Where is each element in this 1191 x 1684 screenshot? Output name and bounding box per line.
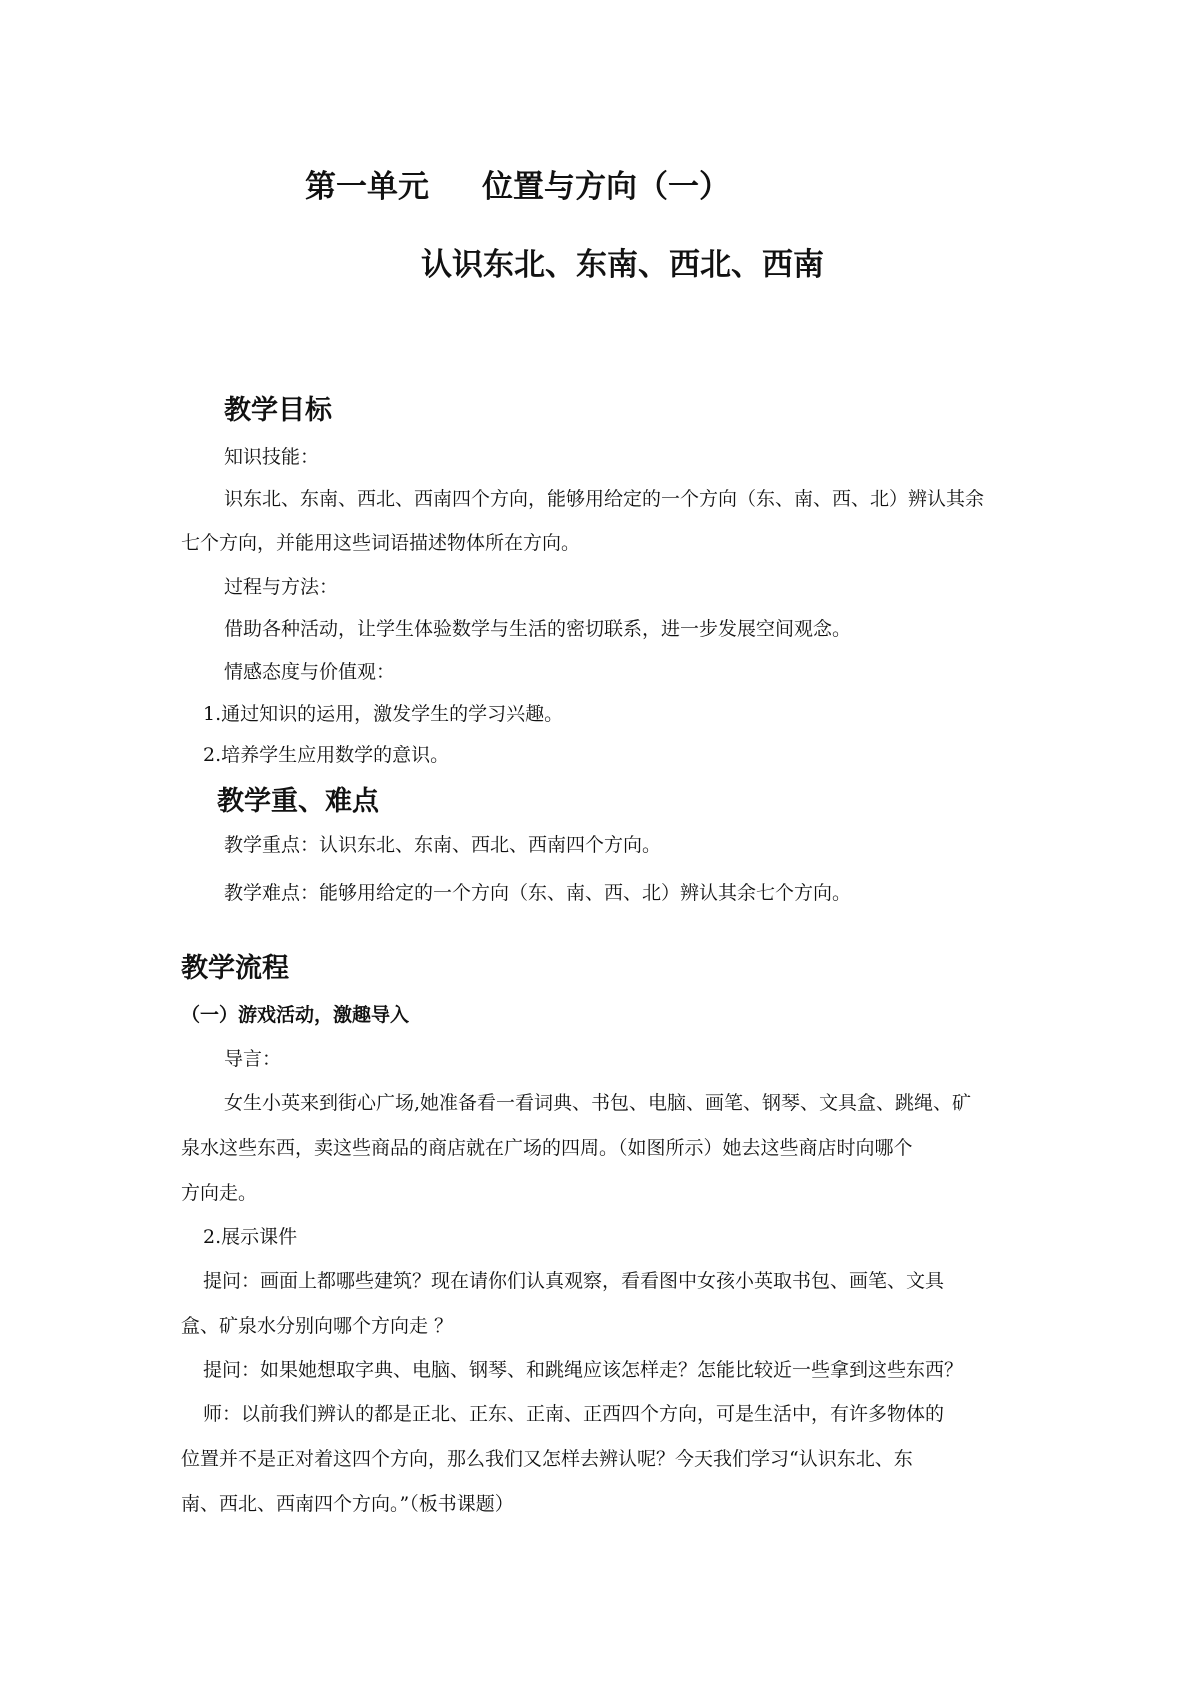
emotion-item-1: 1.通过知识的运用，激发学生的学习兴趣。 bbox=[203, 703, 564, 725]
knowledge-label: 知识技能： bbox=[224, 446, 320, 468]
unit-title: 第一单元 bbox=[305, 169, 429, 205]
lesson-title: 认识东北、东南、西北、西南 bbox=[421, 247, 824, 283]
intro-line-1: 女生小英来到街心广场,她准备看一看词典、书包、电脑、画笔、钢琴、文具盒、跳绳、矿 bbox=[224, 1092, 972, 1114]
section-1-title: （一）游戏活动，激趣导入 bbox=[181, 1004, 410, 1026]
emotion-label: 情感态度与价值观： bbox=[224, 661, 396, 683]
intro-line-3: 方向走。 bbox=[181, 1182, 258, 1204]
intro-label: 导言： bbox=[224, 1048, 282, 1070]
key-points-heading: 教学重、难点 bbox=[217, 786, 379, 817]
knowledge-line-2: 七个方向，并能用这些词语描述物体所在方向。 bbox=[181, 532, 581, 554]
teacher-line-1: 师：以前我们辨认的都是正北、正东、正南、正西四个方向，可是生活中，有许多物体的 bbox=[203, 1403, 945, 1425]
process-label: 过程与方法： bbox=[224, 576, 339, 598]
teacher-line-3: 南、西北、西南四个方向。”（板书课题） bbox=[181, 1493, 514, 1515]
unit-subject: 位置与方向（一） bbox=[482, 169, 730, 205]
process-text: 借助各种活动，让学生体验数学与生活的密切联系，进一步发展空间观念。 bbox=[224, 618, 852, 640]
process-heading: 教学流程 bbox=[181, 953, 289, 984]
intro-line-2: 泉水这些东西，卖这些商品的商店就在广场的四周。（如图所示）她去这些商店时向哪个 bbox=[181, 1137, 913, 1159]
difficult-point: 教学难点：能够用给定的一个方向（东、南、西、北）辨认其余七个方向。 bbox=[224, 882, 852, 904]
key-point: 教学重点：认识东北、东南、西北、西南四个方向。 bbox=[224, 834, 662, 856]
step-2: 2.展示课件 bbox=[203, 1226, 298, 1248]
teacher-line-2: 位置并不是正对着这四个方向，那么我们又怎样去辨认呢？今天我们学习“认识东北、东 bbox=[181, 1448, 913, 1470]
goals-heading: 教学目标 bbox=[224, 395, 332, 426]
question-2: 提问：如果她想取字典、电脑、钢琴、和跳绳应该怎样走？怎能比较近一些拿到这些东西？ bbox=[203, 1359, 964, 1381]
question-1-line-1: 提问：画面上都哪些建筑？现在请你们认真观察，看看图中女孩小英取书包、画笔、文具 bbox=[203, 1270, 945, 1292]
knowledge-line-1: 识东北、东南、西北、西南四个方向，能够用给定的一个方向（东、南、西、北）辨认其余 bbox=[224, 488, 985, 510]
question-1-line-2: 盒、矿泉水分别向哪个方向走 ？ bbox=[181, 1315, 454, 1337]
emotion-item-2: 2.培养学生应用数学的意识。 bbox=[203, 744, 450, 766]
